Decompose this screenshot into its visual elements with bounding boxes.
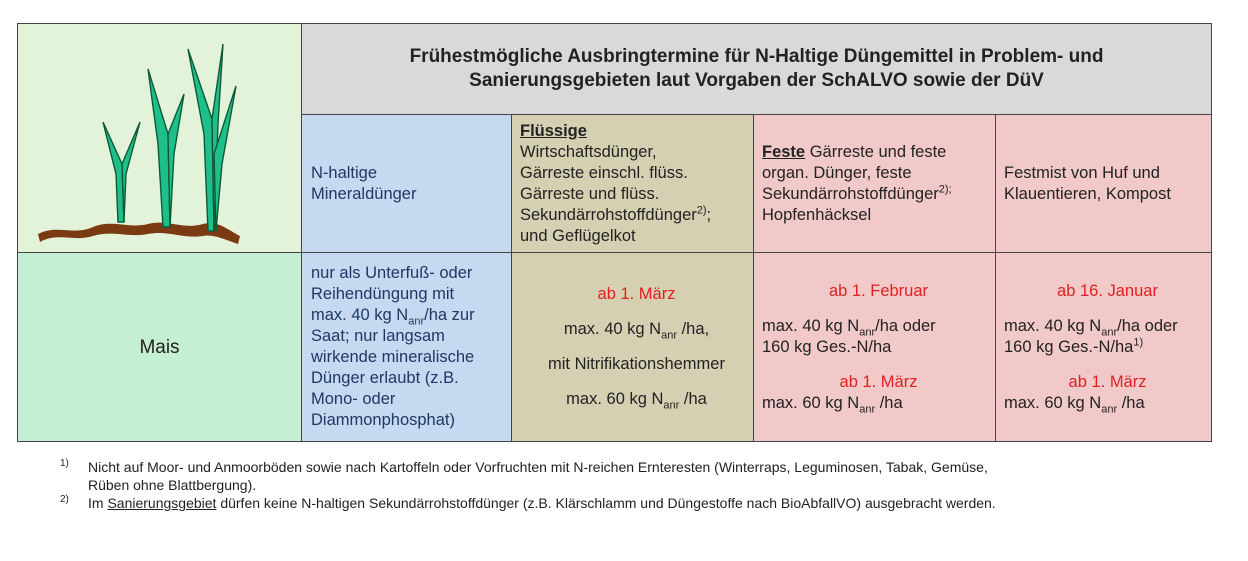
col-header-fest bbox=[754, 115, 996, 253]
mineral-cell bbox=[302, 253, 512, 442]
underlined-term: Sanierungsgebiet bbox=[107, 495, 217, 511]
col-header-fest-line: organ. Dünger, feste bbox=[762, 163, 912, 182]
spacer bbox=[520, 375, 753, 389]
date-label: ab 1. Februar bbox=[828, 281, 929, 300]
cell-line bbox=[1004, 316, 1211, 337]
date-label: ab 1. März bbox=[1068, 372, 1147, 391]
cell-line: Mono- oder bbox=[311, 390, 396, 408]
text: max. 40 kg N bbox=[762, 316, 860, 335]
cell-line: nur als Unterfuß- oder bbox=[311, 264, 473, 282]
text: dürfen keine N-haltigen Sekundärrohstoffdünger (z.B. Klärschlamm und Düngestoffe nach BioAbfallVO) ausgebracht werden. bbox=[216, 495, 996, 511]
col-header-fluessig bbox=[512, 115, 754, 253]
cell-line bbox=[1004, 337, 1211, 358]
spacer bbox=[1004, 358, 1211, 372]
cell-line bbox=[762, 316, 995, 337]
cell-line bbox=[762, 393, 995, 414]
subscript: anr bbox=[1101, 402, 1118, 415]
spacer bbox=[762, 358, 995, 372]
footnote-text: Nicht auf Moor- und Anmoorböden sowie nach Kartoffeln oder Vorfruchten mit N-reichen Ernteresten (Winterraps, Leguminosen, Tabak, Gemüse, bbox=[88, 459, 988, 475]
footnotes bbox=[60, 458, 1220, 512]
cell-line bbox=[520, 389, 753, 410]
footnote-text bbox=[88, 494, 1220, 512]
crop-cell: Mais bbox=[18, 253, 302, 442]
text: max. 60 kg N bbox=[566, 390, 664, 408]
subscript: anr bbox=[859, 325, 876, 338]
col-header-fluessig-line bbox=[520, 205, 753, 226]
col-header-mineral-line: Mineraldünger bbox=[311, 184, 417, 203]
subscript: anr bbox=[859, 402, 876, 415]
cell-line: Diammonphosphat) bbox=[311, 411, 455, 429]
maize-seedling-icon bbox=[18, 24, 302, 252]
text: max. 40 kg N bbox=[311, 306, 409, 324]
cell-line: Reihendüngung mit bbox=[311, 285, 455, 303]
cell-line bbox=[1004, 393, 1211, 414]
text: max. 40 kg N bbox=[563, 320, 662, 338]
footnote-number: 2) bbox=[60, 494, 69, 505]
text: /ha oder bbox=[875, 316, 936, 335]
text: Sekundärrohstoffdünger bbox=[520, 205, 697, 224]
cell-line: Saat; nur langsam bbox=[311, 327, 445, 345]
cell-line: 160 kg Ges.-N/ha bbox=[762, 337, 892, 356]
date-label: ab 1. März bbox=[839, 372, 918, 391]
table-title bbox=[302, 24, 1212, 115]
text: 160 kg Ges.-N/ha bbox=[1004, 337, 1134, 356]
subscript: anr bbox=[1101, 325, 1118, 338]
col-header-fest-line bbox=[762, 142, 995, 163]
spacer bbox=[520, 305, 753, 319]
date-label: ab 1. März bbox=[597, 285, 676, 303]
plant-illustration bbox=[18, 24, 302, 253]
col-header-fluessig-heading: Flüssige bbox=[520, 121, 587, 140]
col-header-fluessig-line: Gärreste und flüss. bbox=[520, 184, 660, 203]
text: /ha, bbox=[677, 320, 710, 338]
subscript: anr bbox=[663, 399, 680, 412]
cell-line: wirkende mineralische bbox=[311, 348, 475, 366]
cell-line: mit Nitrifikationshemmer bbox=[548, 355, 725, 373]
cell-line bbox=[311, 305, 511, 326]
text: /ha oder bbox=[1117, 316, 1178, 335]
subscript: anr bbox=[408, 315, 425, 328]
col-header-mineral bbox=[302, 115, 512, 253]
footnote-ref: 2); bbox=[938, 183, 952, 195]
spacer bbox=[520, 340, 753, 354]
title-line-2: Sanierungsgebieten laut Vorgaben der SchALVO sowie der DüV bbox=[469, 70, 1044, 91]
col-header-fluessig-line: Wirtschaftsdünger, bbox=[520, 142, 657, 161]
title-line-1: Frühestmögliche Ausbringtermine für N-Haltige Düngemittel in Problem- und bbox=[409, 46, 1104, 67]
footnote-1 bbox=[60, 458, 1220, 494]
cell-line bbox=[520, 319, 753, 340]
text: Im bbox=[88, 495, 108, 511]
footnote-2 bbox=[60, 494, 1220, 512]
text: ; bbox=[706, 205, 712, 224]
text: /ha bbox=[679, 390, 707, 408]
subscript: anr bbox=[661, 329, 677, 342]
footnote-number: 1) bbox=[60, 458, 69, 469]
festmist-cell bbox=[996, 253, 1212, 442]
text: max. 40 kg N bbox=[1004, 316, 1102, 335]
col-header-mineral-line: N-haltige bbox=[311, 163, 378, 182]
col-header-fest-line: Hopfenhäcksel bbox=[762, 205, 872, 224]
fluessig-cell bbox=[512, 253, 754, 442]
date-label: ab 16. Januar bbox=[1057, 281, 1158, 300]
col-header-fluessig-line: Gärreste einschl. flüss. bbox=[520, 163, 688, 182]
text: Gärreste und feste bbox=[805, 142, 947, 161]
text: Sekundärrohstoffdünger bbox=[762, 184, 939, 203]
text: /ha zur bbox=[424, 306, 475, 324]
col-header-fest-line bbox=[762, 184, 995, 205]
spacer bbox=[762, 302, 995, 316]
col-header-fluessig-line: und Geflügelkot bbox=[520, 226, 636, 245]
footnote-ref: 2) bbox=[696, 204, 707, 216]
text: /ha bbox=[875, 393, 903, 412]
spacer bbox=[1004, 302, 1211, 316]
cell-line: Dünger erlaubt (z.B. bbox=[311, 369, 459, 387]
col-header-festmist-line: Klauentieren, Kompost bbox=[1004, 184, 1171, 203]
col-header-festmist bbox=[996, 115, 1212, 253]
col-header-fest-heading: Feste bbox=[762, 142, 806, 161]
col-header-festmist-line: Festmist von Huf und bbox=[1004, 163, 1160, 182]
fertilizer-table bbox=[17, 23, 1212, 442]
footnote-ref: 1) bbox=[1133, 336, 1144, 348]
text: max. 60 kg N bbox=[762, 393, 860, 412]
text: /ha bbox=[1117, 393, 1145, 412]
fest-cell bbox=[754, 253, 996, 442]
footnote-text: Rüben ohne Blattbergung). bbox=[88, 477, 257, 493]
text: max. 60 kg N bbox=[1004, 393, 1102, 412]
